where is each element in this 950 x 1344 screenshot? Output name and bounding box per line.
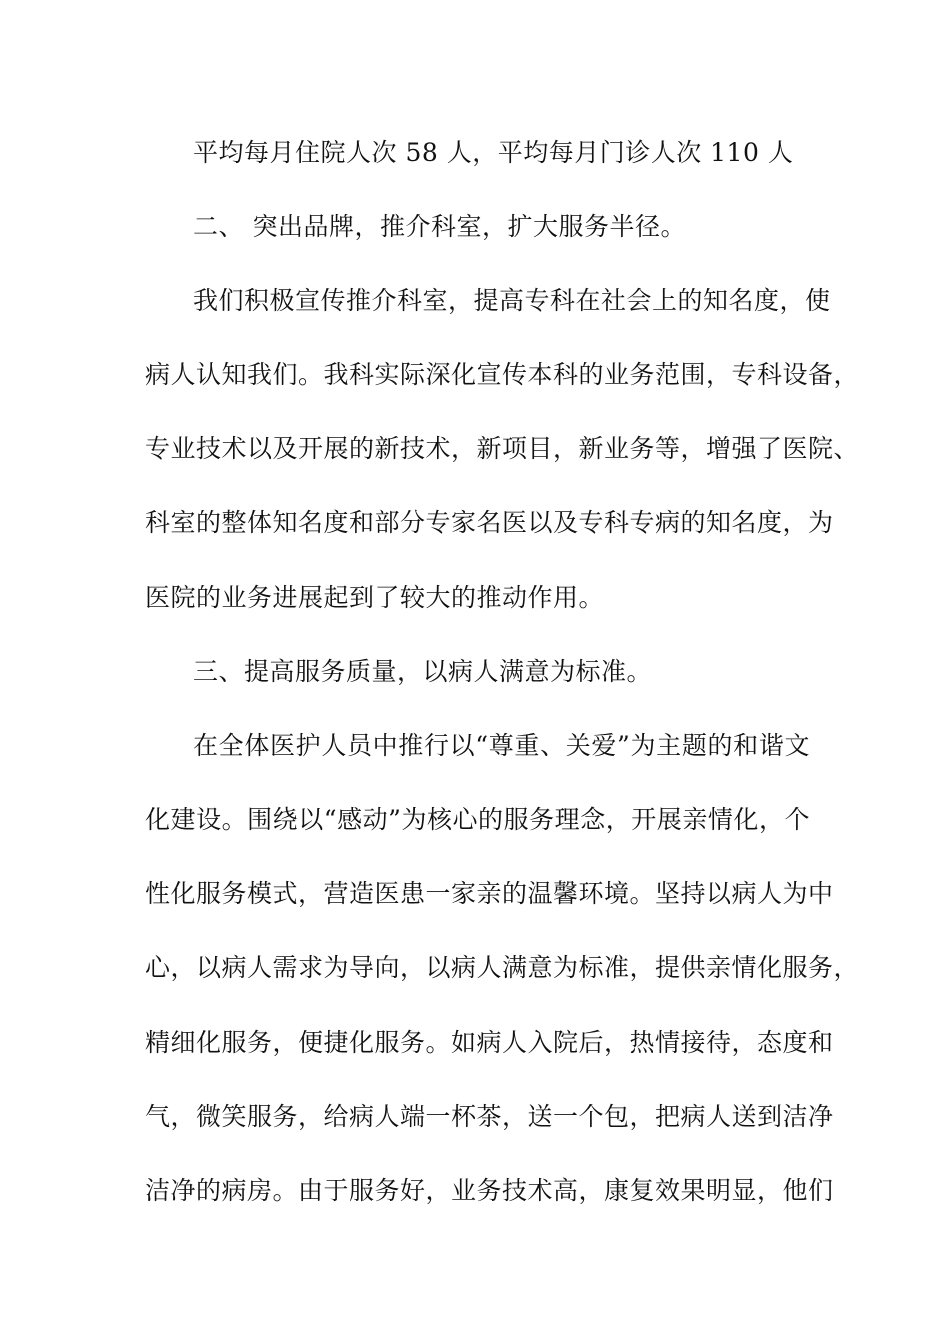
paragraph-line: 我们积极宣传推介科室，提高专科在社会上的知名度，使 bbox=[193, 286, 831, 315]
paragraph-line: 在全体医护人员中推行以“尊重、关爱”为主题的和谐文 bbox=[193, 731, 810, 760]
section-heading-2: 二、 突出品牌，推介科室，扩大服务半径。 bbox=[193, 212, 686, 241]
paragraph-line: 病人认知我们。我科实际深化宣传本科的业务范围，专科设备， bbox=[145, 360, 860, 389]
paragraph-line: 心，以病人需求为导向，以病人满意为标准，提供亲情化服务， bbox=[145, 953, 860, 982]
paragraph-line: 专业技术以及开展的新技术，新项目，新业务等，增强了医院、 bbox=[145, 434, 860, 463]
paragraph-line: 性化服务模式，营造医患一家亲的温馨环境。坚持以病人为中 bbox=[145, 879, 834, 908]
paragraph-line: 医院的业务进展起到了较大的推动作用。 bbox=[145, 583, 605, 612]
text-line-statistics: 平均每月住院人次 58 人，平均每月门诊人次 110 人 bbox=[193, 138, 794, 167]
paragraph-line: 精细化服务，便捷化服务。如病人入院后，热情接待，态度和 bbox=[145, 1028, 834, 1057]
paragraph-line: 科室的整体知名度和部分专家名医以及专科专病的知名度，为 bbox=[145, 508, 834, 537]
section-heading-3: 三、提高服务质量，以病人满意为标准。 bbox=[193, 657, 653, 686]
paragraph-line: 洁净的病房。由于服务好，业务技术高，康复效果明显，他们 bbox=[145, 1176, 834, 1205]
paragraph-line: 气，微笑服务，给病人端一杯茶，送一个包，把病人送到洁净 bbox=[145, 1102, 834, 1131]
paragraph-line: 化建设。围绕以“感动”为核心的服务理念，开展亲情化，个 bbox=[145, 805, 810, 834]
